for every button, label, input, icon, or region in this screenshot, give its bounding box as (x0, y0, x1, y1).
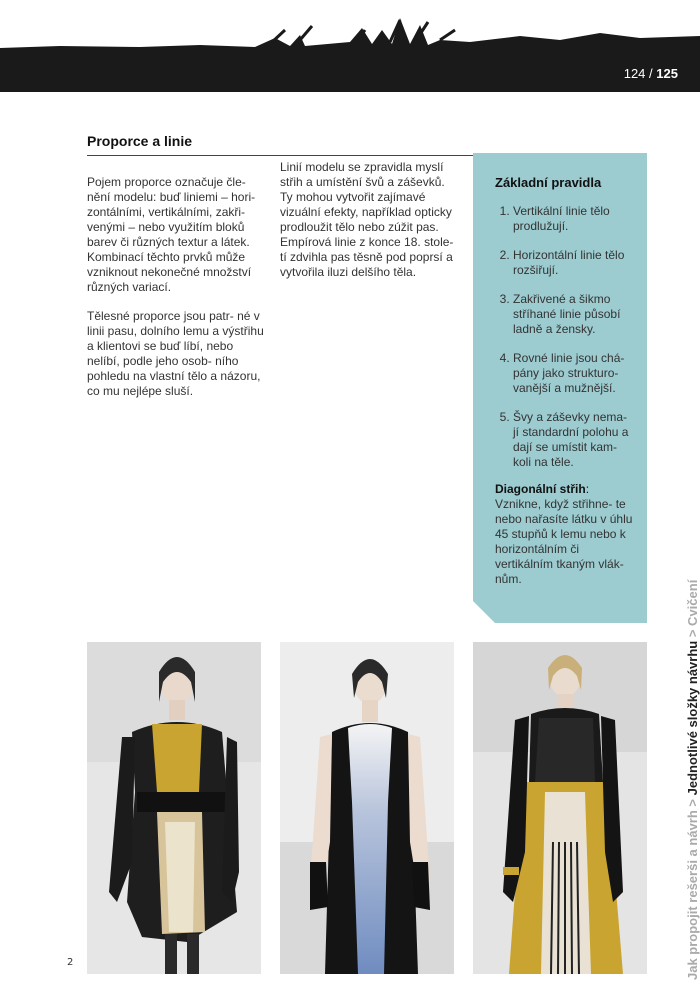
column2-paragraph-1: Linií modelu se zpravidla myslí střih a umístění švů a záševků. Ty mohou vytvořit zajímavé vizuální efekty, například opticky prodloužit tělo nebo zúžit pas. Empírová linie z konce 18. stole- tí zdvihla pas těsně pod poprsí a vytvořila iluzi delšího těla. (280, 160, 454, 279)
diagonal-title-text: Diagonální střih (495, 482, 586, 496)
footer-page-number: 2 (67, 957, 74, 968)
breadcrumb-separator: > (685, 795, 700, 811)
column1-paragraph-1: Pojem proporce označuje čle- nění modelu: buď liniemi – hori- zontálními, vertikálními, zakři- venými – nebo využitím bloků barev či různých textur a látek. Kombinací těchto prvků může vzniknout nekonečné množství různých variací. (87, 175, 256, 294)
column1-paragraph-2: Tělesné proporce jsou patr- né v linii pasu, dolního lemu a výstřihu a klientovi se buď líbí, nebo nelíbí, podle jeho osob- ního pohledu na vlastní tělo a názoru, co mu nejlépe sluší. (87, 309, 264, 398)
diagonal-cut-note (495, 482, 635, 587)
runway-photo-2 (280, 642, 454, 974)
rule-item: 3. Zakřivené a šikmo stříhané linie působí ladně a žensky. (513, 292, 635, 337)
rule-item: 4. Rovné linie jsou chá- pány jako strukturo- vanější a mužnější. (513, 351, 635, 396)
diagonal-cut-title (495, 482, 635, 497)
rules-heading: Základní pravidla (495, 175, 602, 190)
runway-photo-1 (87, 642, 261, 974)
rule-item: 1. Vertikální linie tělo prodlužují. (513, 204, 635, 234)
rule-item: 5. Švy a záševky nema- jí standardní polohu a dají se umístit kam- koli na těle. (513, 410, 635, 470)
runway-photo-3 (473, 642, 647, 974)
diagonal-cut-text: Vznikne, když střihne- te nebo nařasíte látku v úhlu 45 stupňů k lemu nebo k horizontálním či vertikálním tkaným vlák- nům. (495, 497, 633, 586)
text-column-1 (87, 175, 267, 413)
text-column-2 (280, 160, 460, 294)
breadcrumb-separator: > (685, 625, 700, 641)
page-separator: / (649, 66, 653, 81)
page-right: 125 (656, 66, 678, 81)
breadcrumb-item-1: Jak propojit rešerši a návrh (685, 810, 700, 980)
section-title: Proporce a linie (87, 133, 193, 149)
rule-item: 2. Horizontální linie tělo rozšiřují. (513, 248, 635, 278)
breadcrumb-item-2: Jednotlivé složky návrhu (685, 640, 700, 796)
rules-list (495, 204, 635, 470)
rules-panel (495, 175, 635, 587)
header-brush-band (0, 0, 700, 92)
breadcrumb-item-3: Cvičení (685, 579, 700, 626)
diagonal-colon: : (585, 482, 590, 496)
page-numbers (624, 66, 678, 81)
section-breadcrumb (685, 580, 700, 980)
page-left: 124 (623, 66, 646, 81)
